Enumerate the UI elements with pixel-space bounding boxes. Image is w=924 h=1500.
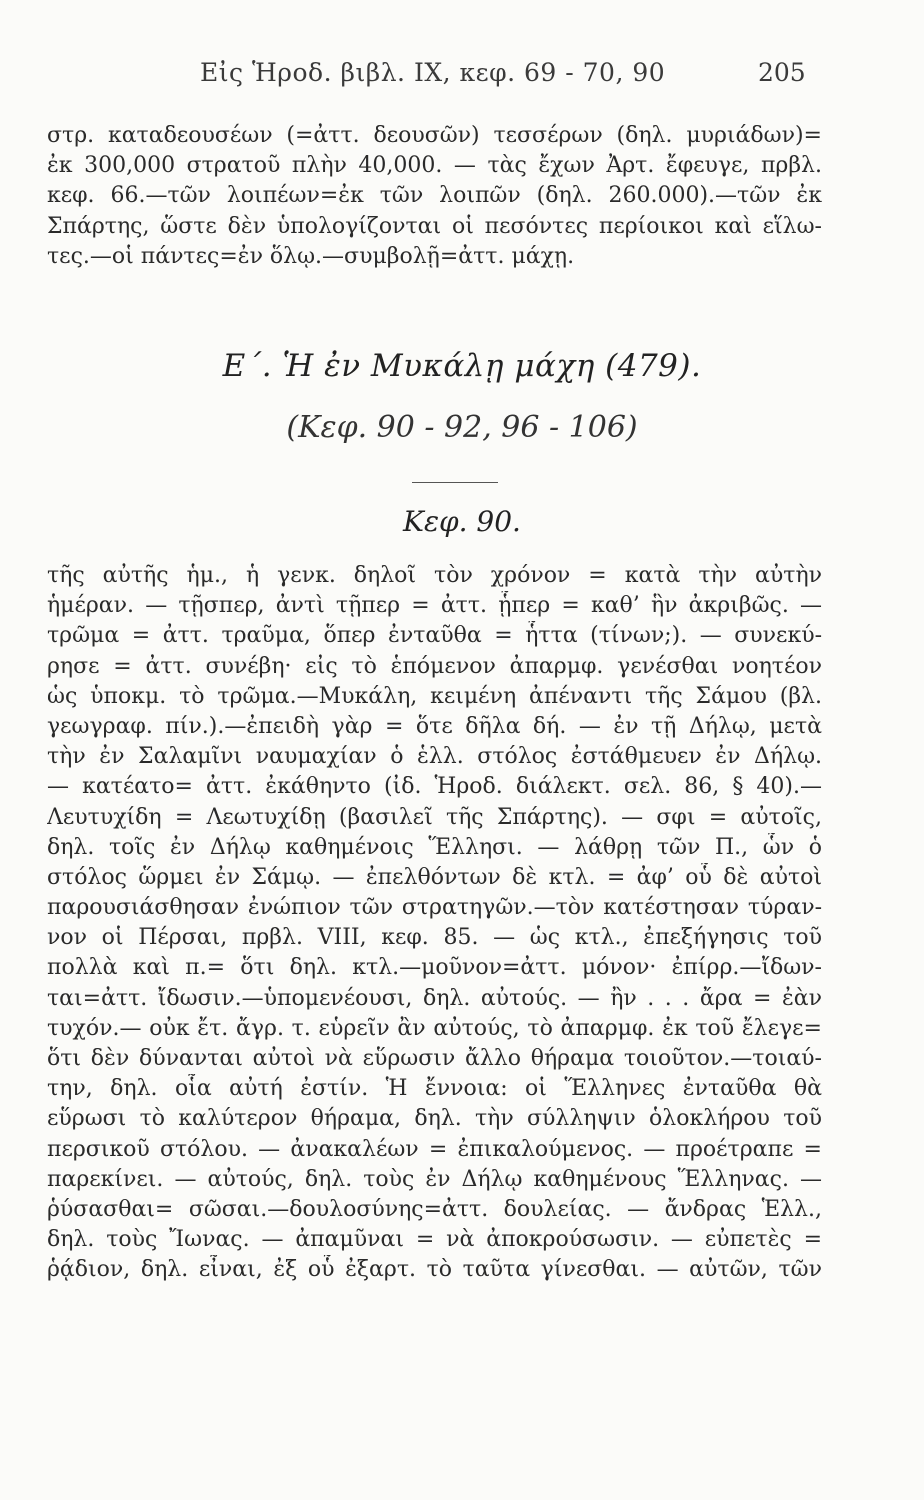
- text-line: ται=ἀττ. ἴδωσιν.—ὑπομενέουσι, δηλ. αὐτούς. — ἢν . . . ἄρα = ἐὰν: [47, 985, 822, 1011]
- chapter-heading: Κεφ. 90.: [403, 505, 521, 538]
- text-line: στρ. καταδεουσέων (=ἀττ. δεουσῶν) τεσσέρων (δηλ. μυριάδων)=: [47, 123, 822, 148]
- text-line: τες.—οἱ πάντες=ἐν ὅλῳ.—συμβολῇ=ἀττ. μάχῃ.: [47, 243, 575, 269]
- text-line: παρουσιάσθησαν ἐνώπιον τῶν στρατηγῶν.—τὸν κατέστησαν τύραν-: [47, 895, 822, 921]
- text-line: Λευτυχίδη = Λεωτυχίδῃ (βασιλεῖ τῆς Σπάρτης). — σφι = αὐτοῖς,: [47, 804, 822, 830]
- section-title: Ε΄. Ἡ ἐν Μυκάλῃ μάχη (479).: [222, 348, 702, 384]
- text-line: Σπάρτης, ὥστε δὲν ὑπολογίζονται οἱ πεσόντες περίοικοι καὶ εἵλω-: [47, 213, 822, 239]
- section-chapter-range: (Κεφ. 90 - 92, 96 - 106): [286, 410, 638, 445]
- text-line: εὕρωσι τὸ καλύτερον θήραμα, δηλ. τὴν σύλληψιν ὁλοκλήρου τοῦ: [47, 1106, 822, 1132]
- text-line: ἡμέραν. — τῇσπερ, ἀντὶ τῇπερ = ἀττ. ᾗπερ = καθ’ ἣν ἀκριβῶς. —: [47, 593, 822, 619]
- page-header: [0, 58, 924, 94]
- text-line: στόλος ὥρμει ἐν Σάμῳ. — ἐπελθόντων δὲ κτλ. = ἀφ’ οὗ δὲ αὐτοὶ: [47, 864, 822, 890]
- text-line: γεωγραφ. πίν.).—ἐπειδὴ γὰρ = ὅτε δῆλα δή. — ἐν τῇ Δήλῳ, μετὰ: [47, 713, 822, 739]
- text-line: πολλὰ καὶ π.= ὅτι δηλ. κτλ.—μοῦνον=ἀττ. μόνον· ἐπίρρ.—ἴδων-: [47, 955, 822, 981]
- text-line: δηλ. τοῖς ἐν Δήλῳ καθημένοις Ἕλλησι. — λάθρῃ τῶν Π., ὧν ὁ: [47, 834, 822, 860]
- text-line: ῥᾴδιον, δηλ. εἶναι, ἐξ οὗ ἐξαρτ. τὸ ταῦτα γίνεσθαι. — αὐτῶν, τῶν: [47, 1257, 822, 1283]
- text-line: την, δηλ. οἷα αὐτή ἐστίν. Ἡ ἔννοια: οἱ Ἕλληνες ἐνταῦθα θὰ: [47, 1076, 822, 1102]
- text-line: ρησε = ἀττ. συνέβη· εἰς τὸ ἑπόμενον ἀπαρμφ. γενέσθαι νοητέον: [47, 653, 822, 679]
- text-line: παρεκίνει. — αὐτούς, δηλ. τοὺς ἐν Δήλῳ καθημένους Ἕλληνας. —: [47, 1166, 822, 1192]
- text-line: τυχόν.— οὐκ ἔτ. ἄγρ. τ. εὑρεῖν ἂν αὐτούς, τὸ ἀπαρμφ. ἐκ τοῦ ἔλεγε=: [47, 1015, 822, 1041]
- main-paragraph: [47, 561, 822, 1286]
- section-divider: [412, 482, 498, 483]
- text-line: ῥύσασθαι= σῶσαι.—δουλοσύνης=ἀττ. δουλείας. — ἄνδρας Ἑλλ.,: [47, 1196, 822, 1222]
- text-line: — κατέατο= ἀττ. ἐκάθηντο (ἰδ. Ἡροδ. διάλεκτ. σελ. 86, § 40).—: [47, 774, 822, 800]
- text-line: ὅτι δὲν δύνανται αὐτοὶ νὰ εὕρωσιν ἄλλο θήραμα τοιοῦτον.—τοιαύ-: [47, 1046, 822, 1071]
- text-line: τῆς αὐτῆς ἡμ., ἡ γενκ. δηλοῖ τὸν χρόνον = κατὰ τὴν αὐτὴν: [47, 563, 822, 588]
- text-line: τὴν ἐν Σαλαμῖνι ναυμαχίαν ὁ ἑλλ. στόλος ἐστάθμευεν ἐν Δήλῳ.: [47, 744, 822, 770]
- text-line: ὡς ὑποκμ. τὸ τρῶμα.—Μυκάλη, κειμένη ἀπέναντι τῆς Σάμου (βλ.: [47, 683, 822, 709]
- running-head: Εἰς Ἡροδ. βιβλ. IX, κεφ. 69 - 70, 90: [200, 58, 666, 87]
- top-paragraph: [47, 121, 822, 272]
- text-line: περσικοῦ στόλου. — ἀνακαλέων = ἐπικαλούμενος. — προέτραπε =: [47, 1136, 822, 1162]
- text-line: νον οἱ Πέρσαι, πρβλ. VIII, κεφ. 85. — ὡς κτλ., ἐπεξήγησις τοῦ: [47, 925, 822, 951]
- text-line: τρῶμα = ἀττ. τραῦμα, ὅπερ ἐνταῦθα = ἧττα (τίνων;). — συνεκύ-: [47, 623, 822, 649]
- page-number: 205: [758, 58, 806, 87]
- text-line: δηλ. τοὺς Ἴωνας. — ἀπαμῦναι = νὰ ἀποκρούσωσιν. — εὐπετὲς =: [47, 1227, 822, 1253]
- text-line: ἐκ 300,000 στρατοῦ πλὴν 40,000. — τὰς ἔχων Ἀρτ. ἔφευγε, πρβλ.: [47, 153, 822, 179]
- text-line: κεφ. 66.—τῶν λοιπέων=ἐκ τῶν λοιπῶν (δηλ. 260.000).—τῶν ἐκ: [47, 183, 822, 209]
